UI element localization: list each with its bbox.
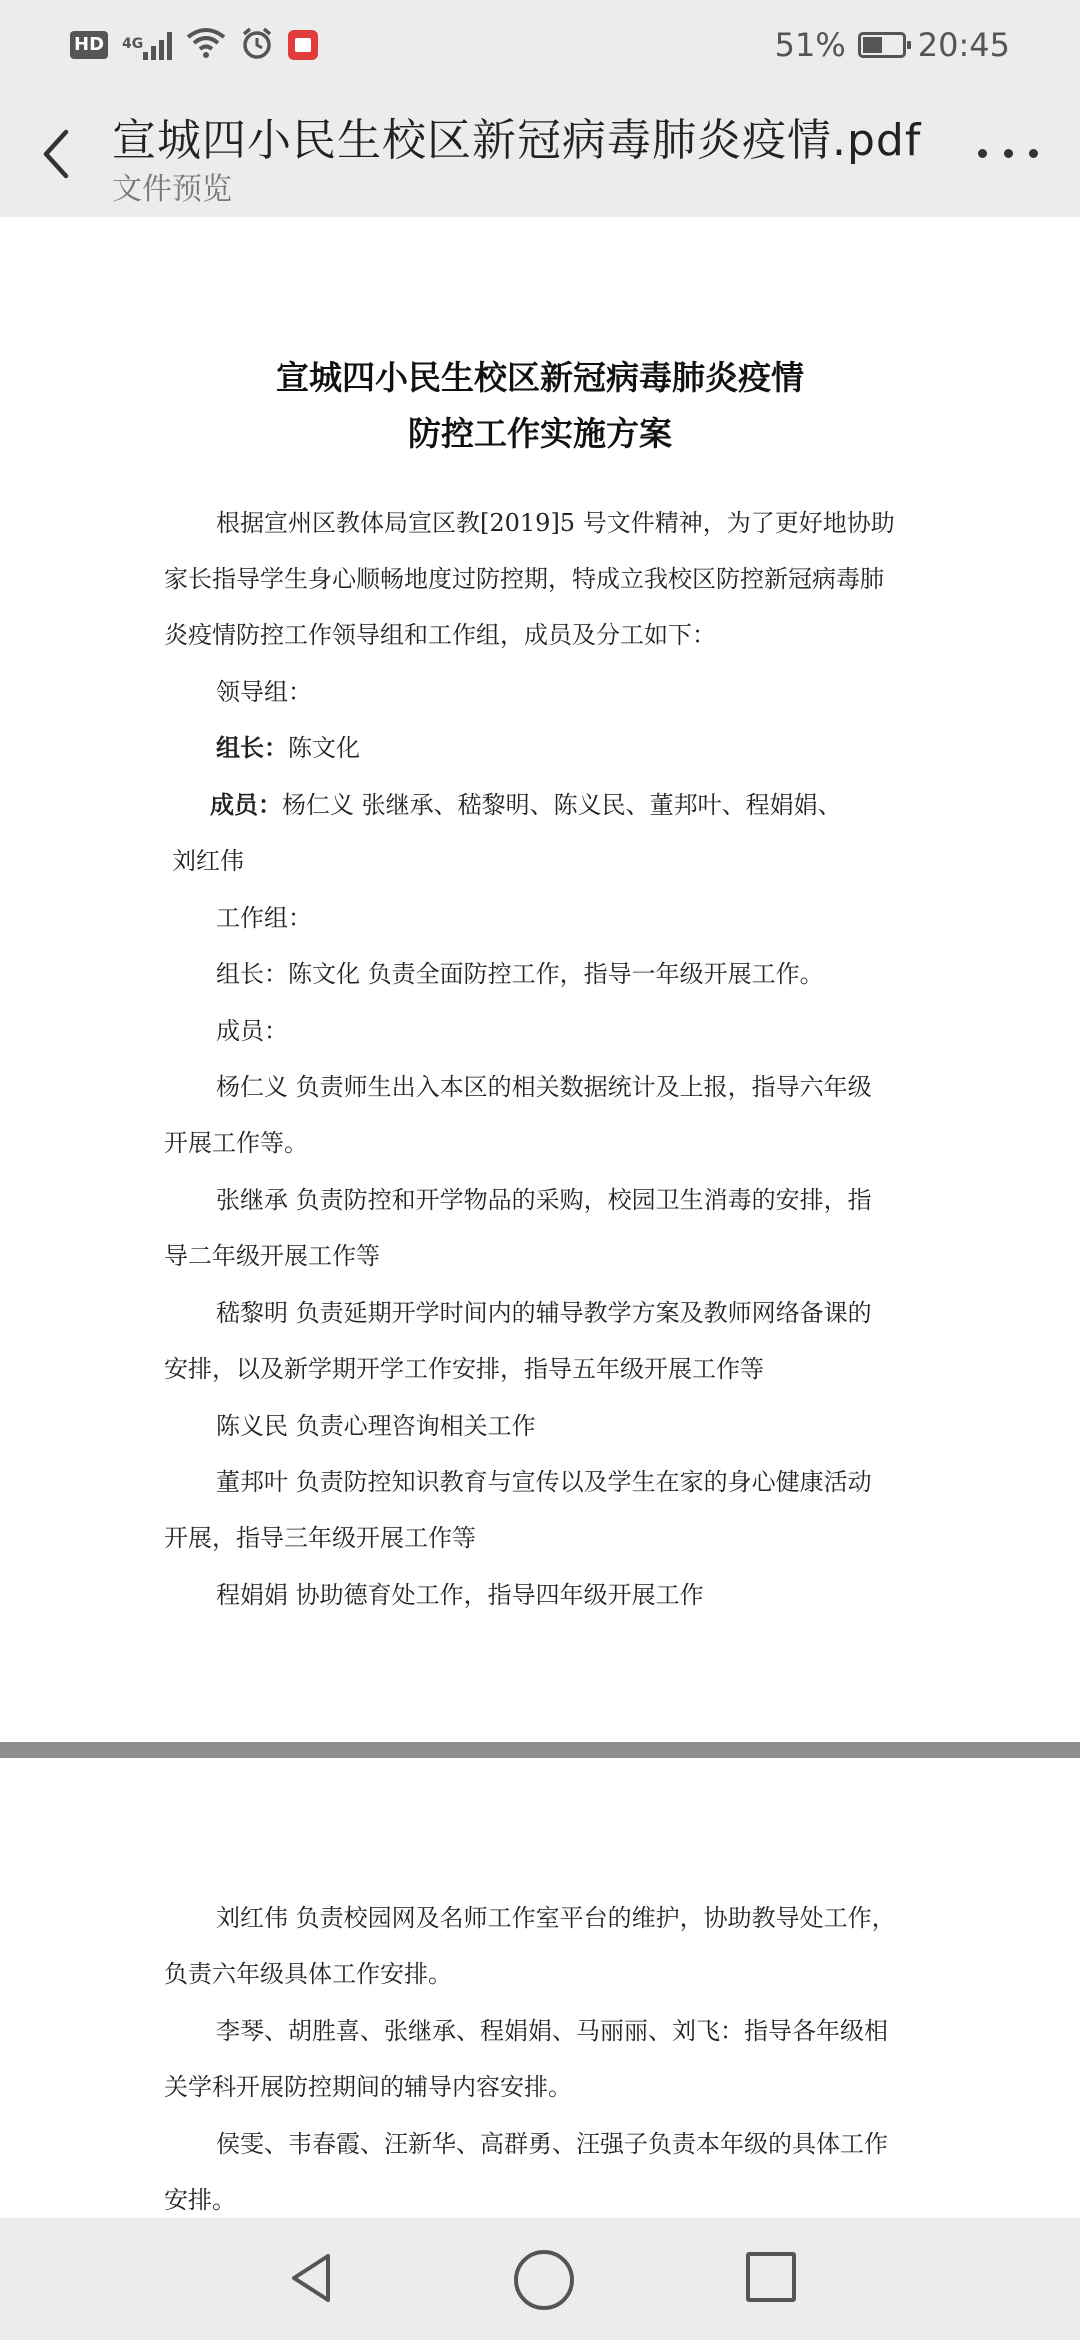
document-subtitle: 文件预览 [112, 172, 232, 207]
document-title: 宣城四小民生校区新冠病毒肺炎疫情.pdf [112, 115, 922, 166]
paragraph-line: 家长指导学生身心顺畅地度过防控期，特成立我校区防控新冠病毒肺 [164, 565, 884, 593]
doc-heading-line1: 宣城四小民生校区新冠病毒肺炎疫情 [276, 358, 804, 397]
wifi-icon [186, 27, 226, 63]
system-nav-bar [0, 2218, 1080, 2340]
work-members-label: 成员： [216, 1017, 288, 1045]
paragraph-line: 陈义民 负责心理咨询相关工作 [216, 1412, 536, 1440]
lead-members-label: 成员： [210, 790, 282, 819]
document-page-1[interactable] [0, 217, 1080, 1742]
doc-heading-line2: 防控工作实施方案 [408, 414, 672, 453]
paragraph-line: 刘红伟 负责校园网及名师工作室平台的维护，协助教导处工作， [216, 1904, 896, 1932]
signal-icon [122, 30, 172, 60]
paragraph-line: 导二年级开展工作等 [164, 1242, 380, 1270]
nav-home-circle-icon[interactable] [514, 2250, 574, 2310]
status-icons-right [775, 24, 1010, 66]
document-page-2[interactable] [0, 1758, 1080, 2218]
battery-percent: 51% [774, 26, 846, 64]
status-bar [0, 0, 1080, 90]
lead-head-name: 陈文化 [288, 734, 360, 762]
paragraph-line: 开展工作等。 [164, 1129, 308, 1157]
paragraph-line: 负责六年级具体工作安排。 [164, 1960, 452, 1988]
paragraph-line: 程娟娟 协助德育处工作，指导四年级开展工作 [216, 1581, 704, 1609]
paragraph-line: 安排，以及新学期开学工作安排，指导五年级开展工作等 [164, 1355, 764, 1383]
paragraph-line: 嵇黎明 负责延期开学时间内的辅导教学方案及教师网络备课的 [216, 1299, 872, 1327]
hd-icon: HD [70, 31, 108, 59]
nav-back-triangle-icon [282, 2248, 342, 2308]
lead-head [216, 728, 360, 763]
paragraph-line: 安排。 [164, 2186, 236, 2214]
lead-group-label: 领导组： [216, 678, 312, 706]
clock-time: 20:45 [917, 26, 1010, 64]
book-app-icon [288, 30, 318, 60]
nav-recent-square-icon[interactable] [746, 2252, 796, 2302]
paragraph-line: 张继承 负责防控和开学物品的采购，校园卫生消毒的安排，指 [216, 1186, 872, 1214]
paragraph-line: 根据宣州区教体局宣区教[2019]5 号文件精神，为了更好地协助 [216, 509, 895, 537]
work-head: 组长：陈文化 负责全面防控工作，指导一年级开展工作。 [216, 960, 824, 988]
alarm-icon [240, 26, 274, 64]
paragraph-line: 炎疫情防控工作领导组和工作组，成员及分工如下： [164, 621, 716, 649]
app-header [0, 90, 1080, 217]
paragraph-line: 董邦叶 负责防控知识教育与宣传以及学生在家的身心健康活动 [216, 1468, 872, 1496]
lead-head-label: 组长： [216, 733, 288, 762]
back-button[interactable] [36, 126, 80, 182]
paragraph-line: 侯雯、韦春霞、汪新华、高群勇、汪强子负责本年级的具体工作 [216, 2130, 888, 2158]
more-options-button[interactable] [978, 130, 1038, 176]
battery-icon [858, 32, 906, 58]
network-type: 4G [122, 36, 144, 52]
lead-members-names: 杨仁义 张继承、嵇黎明、陈义民、董邦叶、程娟娟、 [282, 791, 842, 819]
paragraph-line: 杨仁义 负责师生出入本区的相关数据统计及上报，指导六年级 [216, 1073, 872, 1101]
nav-back-button[interactable] [282, 2248, 342, 2308]
paragraph-line: 李琴、胡胜喜、张继承、程娟娟、马丽丽、刘飞：指导各年级相 [216, 2017, 888, 2045]
paragraph-line: 刘红伟 [172, 847, 244, 875]
more-dots-icon [978, 149, 987, 158]
chevron-left-icon [36, 126, 80, 182]
paragraph-line: 开展，指导三年级开展工作等 [164, 1524, 476, 1552]
lead-members [210, 785, 842, 820]
paragraph-line: 关学科开展防控期间的辅导内容安排。 [164, 2073, 572, 2101]
status-icons-left [70, 24, 318, 66]
work-group-label: 工作组： [216, 904, 312, 932]
page-divider [0, 1742, 1080, 1758]
